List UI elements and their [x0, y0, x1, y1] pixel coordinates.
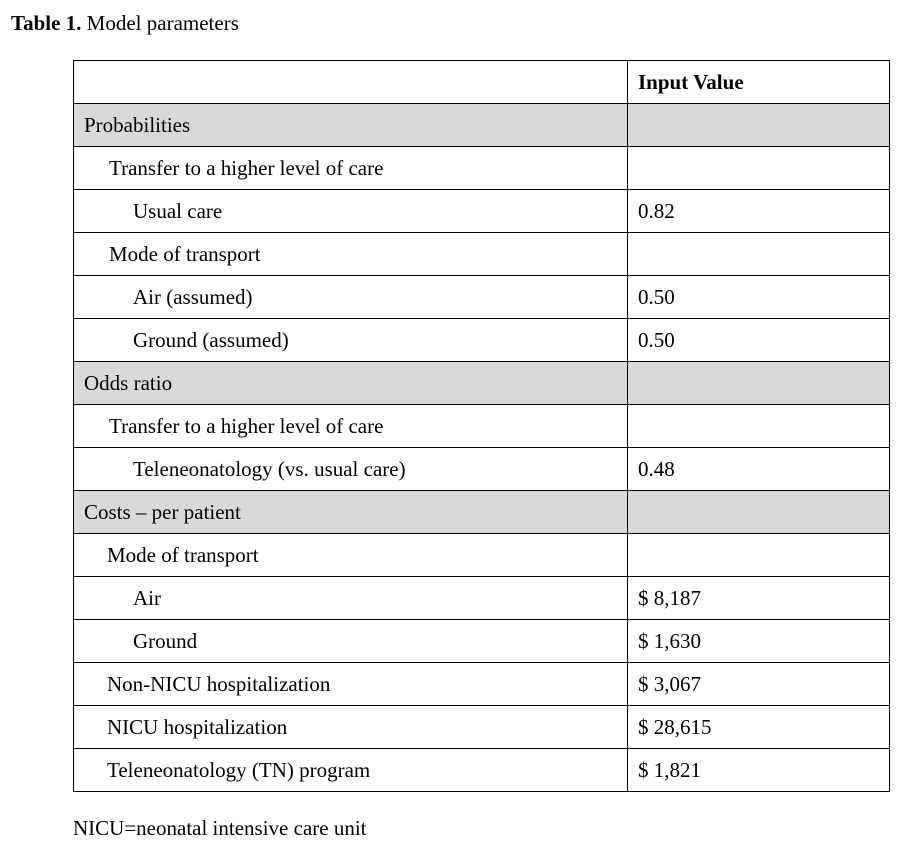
row-value — [628, 233, 890, 276]
section-row-odds-ratio — [74, 362, 890, 405]
table-row — [74, 577, 890, 620]
table-row — [74, 534, 890, 577]
table-header-row — [74, 61, 890, 104]
row-label: Teleneonatology (TN) program — [74, 749, 628, 792]
table-row — [74, 319, 890, 362]
table-footnote: NICU=neonatal intensive care unit — [73, 816, 367, 840]
table-row — [74, 620, 890, 663]
row-value: $ 8,187 — [628, 577, 890, 620]
section-row-costs — [74, 491, 890, 534]
row-label: Probabilities — [74, 104, 628, 147]
table-row — [74, 448, 890, 491]
parameter-column-header — [74, 61, 628, 104]
section-row-probabilities — [74, 104, 890, 147]
row-label: Teleneonatology (vs. usual care) — [74, 448, 628, 491]
row-label: Air (assumed) — [74, 276, 628, 319]
row-value: 0.50 — [628, 319, 890, 362]
row-label: Transfer to a higher level of care — [74, 405, 628, 448]
model-parameters-table — [73, 60, 890, 792]
table-caption — [11, 9, 239, 37]
row-value: 0.82 — [628, 190, 890, 233]
table-caption-title: Model parameters — [86, 11, 239, 35]
table-row — [74, 706, 890, 749]
row-value — [628, 104, 890, 147]
row-value: $ 1,821 — [628, 749, 890, 792]
row-label: Ground — [74, 620, 628, 663]
row-value — [628, 362, 890, 405]
row-label: Air — [74, 577, 628, 620]
row-value: $ 1,630 — [628, 620, 890, 663]
row-label: Non-NICU hospitalization — [74, 663, 628, 706]
table-row — [74, 233, 890, 276]
row-label: Odds ratio — [74, 362, 628, 405]
row-value: 0.50 — [628, 276, 890, 319]
table-row — [74, 190, 890, 233]
row-label: Transfer to a higher level of care — [74, 147, 628, 190]
table-row — [74, 663, 890, 706]
row-label: Mode of transport — [74, 233, 628, 276]
table-row — [74, 405, 890, 448]
input-value-column-header: Input Value — [628, 61, 890, 104]
table-row — [74, 276, 890, 319]
row-value — [628, 405, 890, 448]
row-label: Costs – per patient — [74, 491, 628, 534]
row-value — [628, 534, 890, 577]
row-value: $ 28,615 — [628, 706, 890, 749]
row-value: 0.48 — [628, 448, 890, 491]
row-value: $ 3,067 — [628, 663, 890, 706]
table-row — [74, 147, 890, 190]
table-caption-label: Table 1. — [11, 11, 82, 35]
row-label: Usual care — [74, 190, 628, 233]
table-row — [74, 749, 890, 792]
row-value — [628, 147, 890, 190]
row-label: Mode of transport — [74, 534, 628, 577]
row-label: NICU hospitalization — [74, 706, 628, 749]
row-value — [628, 491, 890, 534]
row-label: Ground (assumed) — [74, 319, 628, 362]
